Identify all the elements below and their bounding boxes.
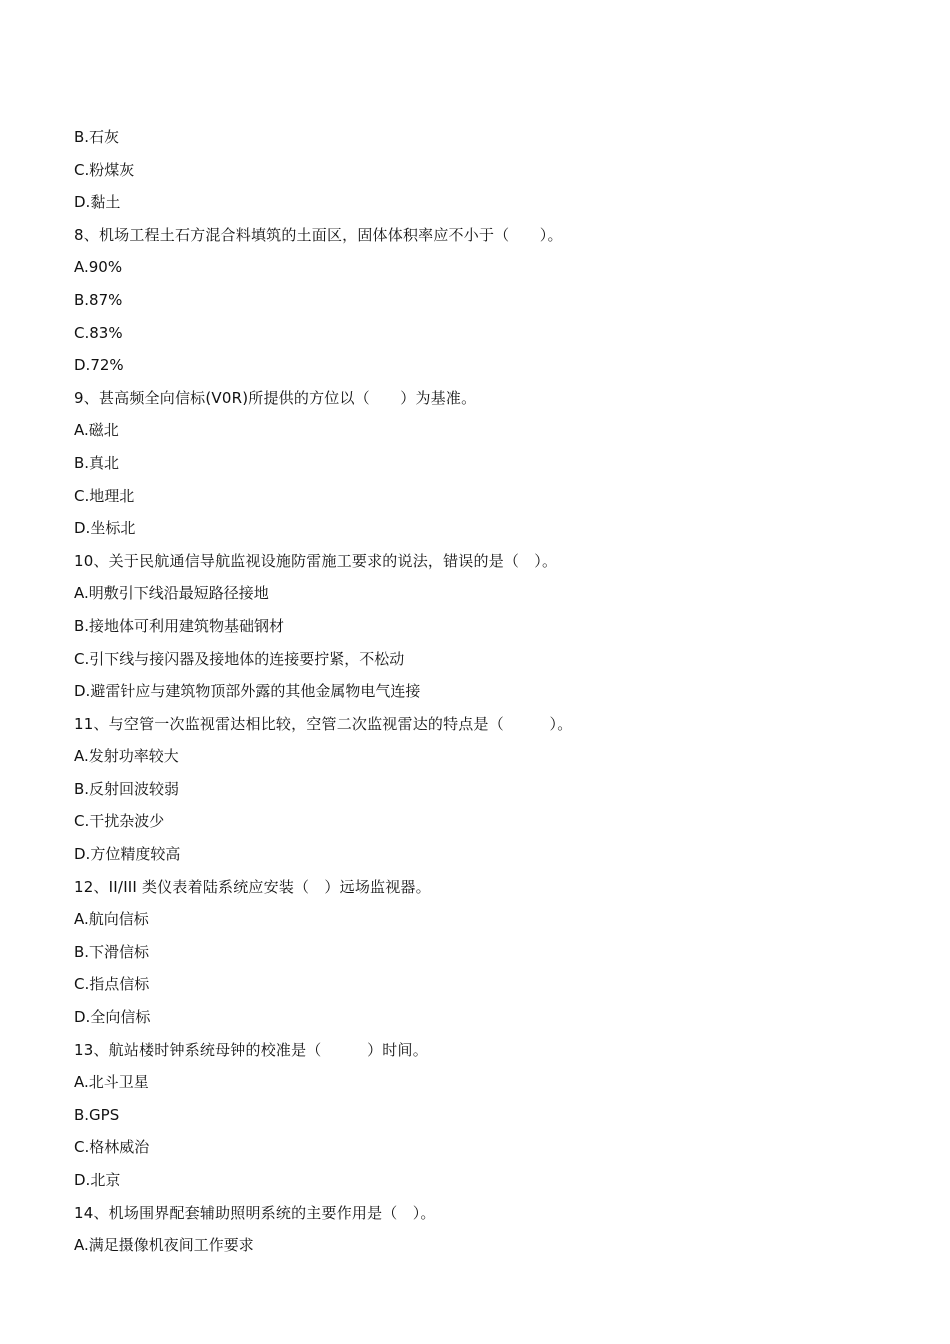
question-stem: 11、与空管一次监视雷达相比较，空管二次监视雷达的特点是（ ）。 bbox=[74, 714, 573, 733]
answer-option: A.发射功率较大 bbox=[74, 747, 179, 766]
answer-option: C.指点信标 bbox=[74, 975, 150, 994]
answer-option: A.北斗卫星 bbox=[74, 1073, 149, 1092]
answer-option: A.满足摄像机夜间工作要求 bbox=[74, 1236, 254, 1255]
answer-option: B.GPS bbox=[74, 1105, 120, 1124]
answer-option: A.航向信标 bbox=[74, 910, 149, 929]
answer-option: A.90% bbox=[74, 258, 123, 277]
answer-option: B.87% bbox=[74, 290, 123, 309]
answer-option: D.避雷针应与建筑物顶部外露的其他金属物电气连接 bbox=[74, 682, 421, 701]
answer-option: A.明敷引下线沿最短路径接地 bbox=[74, 584, 269, 603]
question-stem: 13、航站楼时钟系统母钟的校准是（ ）时间。 bbox=[74, 1040, 428, 1059]
answer-option: B.反射回波较弱 bbox=[74, 779, 180, 798]
question-list bbox=[74, 122, 874, 1263]
answer-option: D.全向信标 bbox=[74, 1008, 151, 1027]
question-stem: 12、II/III 类仪表着陆系统应安装（ ）远场监视器。 bbox=[74, 877, 431, 896]
answer-option: C.引下线与接闪器及接地体的连接要拧紧，不松动 bbox=[74, 649, 405, 668]
answer-option: B.石灰 bbox=[74, 128, 120, 146]
answer-option: B.真北 bbox=[74, 453, 120, 472]
question-stem: 14、机场围界配套辅助照明系统的主要作用是（ ）。 bbox=[74, 1203, 436, 1222]
answer-option: D.72% bbox=[74, 356, 124, 375]
question-stem: 9、甚高频全向信标(V0R)所提供的方位以（ ）为基准。 bbox=[74, 388, 477, 407]
answer-option: C.地理北 bbox=[74, 486, 135, 505]
answer-option: B.接地体可利用建筑物基础钢材 bbox=[74, 616, 285, 635]
question-stem: 8、机场工程土石方混合料填筑的土面区，固体体积率应不小于（ ）。 bbox=[74, 225, 563, 244]
question-stem: 10、关于民航通信导航监视设施防雷施工要求的说法，错误的是（ ）。 bbox=[74, 551, 558, 570]
answer-option: D.坐标北 bbox=[74, 519, 136, 538]
answer-option: D.北京 bbox=[74, 1171, 121, 1189]
answer-option: C.格林威治 bbox=[74, 1138, 150, 1157]
answer-option: D.方位精度较高 bbox=[74, 845, 181, 864]
answer-option: D.黏土 bbox=[74, 193, 121, 212]
answer-option: C.83% bbox=[74, 323, 123, 342]
answer-option: C.粉煤灰 bbox=[74, 160, 135, 179]
answer-option: B.下滑信标 bbox=[74, 942, 150, 961]
answer-option: A.磁北 bbox=[74, 421, 119, 440]
answer-option: C.干扰杂波少 bbox=[74, 812, 165, 831]
